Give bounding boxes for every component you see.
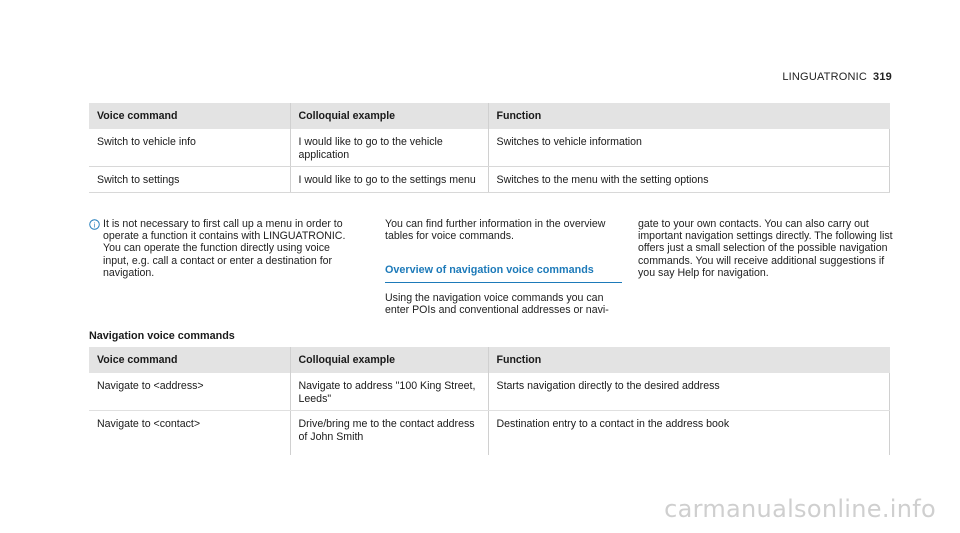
table-caption: Navigation voice commands [89, 330, 235, 342]
navigation-command-table [89, 347, 890, 455]
column-header: Voice command [89, 347, 290, 373]
function-cell: Destination entry to a contact in the address book [488, 411, 890, 456]
voice-command-cell: Switch to vehicle info [89, 129, 290, 167]
intro-paragraph: You can find further information in the overview tables for voice commands. [385, 218, 606, 243]
table-header-row [89, 347, 890, 373]
info-note [89, 218, 354, 279]
voice-command-cell: Navigate to <contact> [97, 418, 201, 430]
section-heading: Overview of navigation voice commands [385, 264, 622, 282]
section-name: LINGUATRONIC [782, 71, 868, 83]
body-paragraph: Using the navigation voice commands you can enter POIs and conventional addresses or navi- [385, 291, 609, 316]
info-icon [89, 219, 100, 230]
column-header: Voice command [89, 103, 290, 129]
colloquial-example-cell: Drive/bring me to the contact address of John Smith [290, 411, 488, 456]
colloquial-example-cell: I would like to go to the vehicle application [290, 129, 488, 167]
function-cell: Switches to vehicle information [488, 129, 890, 167]
voice-command-table-1 [89, 103, 890, 193]
column-header: Function [488, 347, 890, 373]
voice-command-cell: Switch to settings [89, 167, 290, 193]
function-cell: Starts navigation directly to the desired address [488, 373, 890, 411]
note-text: It is not necessary to first call up a menu in order to operate a function it contains with LINGUATRONIC. You can operate the function directly using voice input, e.g. call a contact or enter a destination for navigation. [103, 218, 346, 279]
function-cell: Switches to the menu with the setting options [488, 167, 890, 193]
table-header-row [89, 103, 890, 129]
svg-text:i: i [93, 220, 96, 230]
table-row [89, 411, 890, 456]
colloquial-example-cell: I would like to go to the settings menu [290, 167, 488, 193]
text-column-3 [638, 218, 893, 279]
table-row [89, 129, 890, 167]
column-header: Function [488, 103, 890, 129]
column-header: Colloquial example [290, 347, 488, 373]
colloquial-example-cell: Navigate to address "100 King Street, Leeds" [290, 373, 488, 411]
page-number: 319 [873, 71, 892, 83]
watermark: carmanualsonline.info [664, 495, 936, 523]
running-header [782, 71, 892, 83]
body-paragraph-continued: gate to your own contacts. You can also carry out important navigation settings directly. The following list offers just a small selection of the possible navigation commands. You will receive additional suggestions if you say Help for navigation. [638, 218, 893, 279]
text-column-2 [385, 218, 625, 316]
table-row [89, 373, 890, 411]
voice-command-cell: Navigate to <address> [89, 373, 290, 411]
column-header: Colloquial example [290, 103, 488, 129]
table-row [89, 167, 890, 193]
